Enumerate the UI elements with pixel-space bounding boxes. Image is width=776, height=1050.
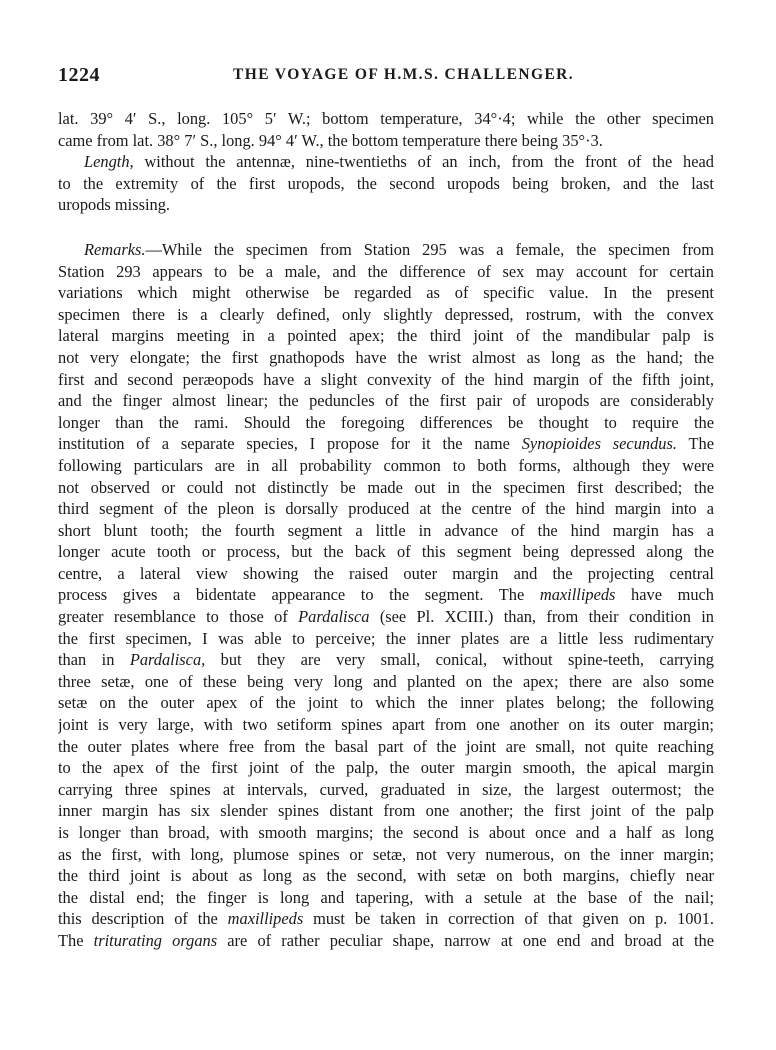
text-line: the first specimen, I was able to perceive; the inner plates are a little less rudimentary	[58, 628, 714, 648]
lead-word: Length,	[84, 152, 134, 172]
text-line: lateral margins meeting in a pointed apex; the third joint of the mandibular palp is	[58, 326, 714, 346]
text-line: carrying three spines at intervals, curved, graduated in size, the largest outermost; the	[58, 779, 714, 799]
text-line: than in Pardalisca, but they are very small, conical, without spine-teeth, carrying	[58, 650, 714, 670]
text-line: lat. 39° 4′ S., long. 105° 5′ W.; bottom temperature, 34°·4; while the other specimen	[58, 109, 714, 128]
species-name: Synopioides secundus.	[521, 434, 677, 454]
text-line: first and second peræopods have a slight convexity of the hind margin of the fifth joint,	[58, 369, 714, 389]
term-maxillipeds: maxillipeds	[539, 585, 616, 605]
text-line: setæ on the outer apex of the joint to which the inner plates belong; the following	[58, 693, 714, 713]
term-triturating-organs: triturating organs	[93, 930, 218, 950]
text-line: to the extremity of the first uropods, the second uropods being broken, and the last	[58, 173, 714, 193]
text-line: third segment of the pleon is dorsally produced at the centre of the hind margin into a	[58, 499, 714, 519]
text-line: not very elongate; the first gnathopods have the wrist almost as long as the hand; the	[58, 347, 714, 367]
text-line: three setæ, one of these being very long and planted on the apex; there are also some	[58, 671, 714, 691]
text-line: and the finger almost linear; the peduncles of the first pair of uropods are considerably	[58, 391, 714, 411]
text-line: the outer plates where free from the basal part of the joint are small, not quite reaching	[58, 736, 714, 756]
text-line: is longer than broad, with smooth margins; the second is about once and a half as long	[58, 823, 714, 842]
running-title: THE VOYAGE OF H.M.S. CHALLENGER.	[233, 66, 575, 83]
text-line: as the first, with long, plumose spines or setæ, not very numerous, on the inner margin;	[58, 844, 714, 864]
text-line: uropods missing.	[58, 195, 171, 215]
text-line: Station 293 appears to be a male, and the difference of sex may account for certain	[58, 261, 714, 281]
text-line: not observed or could not distinctly be made out in the specimen first described; the	[58, 477, 714, 497]
text-line: the distal end; the finger is long and tapering, with a setule at the base of the nail;	[58, 887, 714, 907]
text-line: Remarks.—While the specimen from Station 295 was a female, the specimen from	[84, 239, 714, 259]
text-line: institution of a separate species, I propose for it the name Synopioides secundus. The	[58, 434, 714, 454]
text-line: short blunt tooth; the fourth segment a little in advance of the hind margin has a	[58, 520, 714, 540]
text-line: following particulars are in all probability common to both forms, although they were	[58, 455, 714, 475]
text-line: longer than the rami. Should the foregoing differences be thought to require the	[58, 412, 714, 432]
term-maxillipeds: maxillipeds	[227, 909, 304, 929]
text-line: greater resemblance to those of Pardalisca (see Pl. XCIII.) than, from their condition in	[58, 607, 714, 627]
text-line: inner margin has six slender spines distant from one another; the first joint of the palp	[58, 801, 714, 821]
genus-pardalisca: Pardalisca,	[129, 650, 206, 670]
text-line: this description of the maxillipeds must be taken in correction of that given on p. 1001.	[58, 909, 714, 929]
text-line: longer acute tooth or process, but the back of this segment being depressed along the	[58, 542, 714, 562]
text-line: specimen there is a clearly defined, only slightly depressed, rostrum, with the convex	[58, 304, 714, 324]
lead-word: Remarks.	[84, 239, 146, 259]
genus-pardalisca: Pardalisca	[298, 607, 370, 627]
text-line: Length, without the antennæ, nine-twentieths of an inch, from the front of the head	[84, 152, 714, 172]
page-header	[58, 64, 718, 90]
text-line: The triturating organs are of rather peculiar shape, narrow at one end and broad at the	[58, 930, 714, 950]
text-line: centre, a lateral view showing the raised outer margin and the projecting central	[58, 563, 714, 583]
page-number: 1224	[58, 64, 100, 86]
text-line: the third joint is about as long as the second, with setæ on both margins, chiefly near	[58, 866, 714, 886]
text-line: process gives a bidentate appearance to the segment. The maxillipeds have much	[58, 585, 714, 605]
text-line: to the apex of the first joint of the palp, the outer margin smooth, the apical margin	[58, 758, 714, 778]
text-line: joint is very large, with two setiform spines apart from one another on its outer margin;	[58, 715, 714, 735]
body-text	[58, 108, 714, 952]
text-line: variations which might otherwise be regarded as of specific value. In the present	[58, 283, 714, 303]
text-line: came from lat. 38° 7′ S., long. 94° 4′ W., the bottom temperature there being 35°·3.	[58, 130, 603, 150]
